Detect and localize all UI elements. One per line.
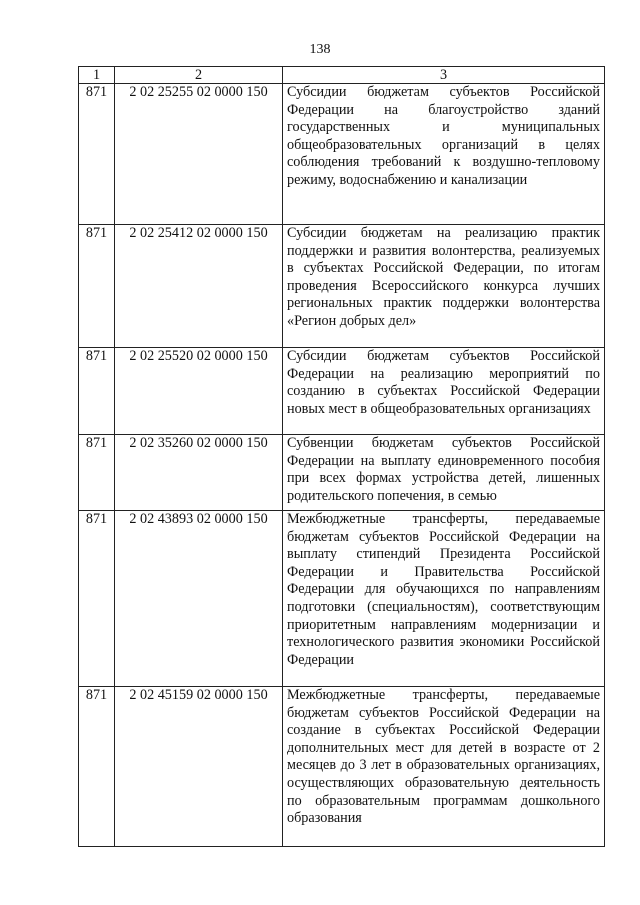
admin-code-cell: 871 (79, 511, 115, 687)
table-row (79, 348, 605, 435)
budget-code-cell: 2 02 35260 02 0000 150 (115, 435, 283, 511)
table-row (79, 84, 605, 225)
admin-code-cell: 871 (79, 348, 115, 435)
description-cell: Межбюджетные трансферты, передаваемые бюджетам субъектов Российской Федерации на создание в субъектах Российской Федерации дополнительных мест для детей в возрасте от 2 месяцев до 3 лет в образовательных организациях, осуществляющих образовательную деятельность по образовательным программам дошкольного образования (283, 687, 605, 847)
table-row (79, 435, 605, 511)
description-cell: Субсидии бюджетам субъектов Российской Федерации на благоустройство зданий государственных и муниципальных общеобразовательных организаций в целях соблюдения требований к воздушно-тепловому режиму, водоснабжению и канализации (283, 84, 605, 225)
table-row (79, 511, 605, 687)
budget-code-cell: 2 02 45159 02 0000 150 (115, 687, 283, 847)
column-header-1: 1 (79, 67, 115, 84)
admin-code-cell: 871 (79, 84, 115, 225)
table-header-row (79, 67, 605, 84)
table-row (79, 687, 605, 847)
budget-code-cell: 2 02 25255 02 0000 150 (115, 84, 283, 225)
description-cell: Субсидии бюджетам субъектов Российской Федерации на реализацию мероприятий по созданию в субъектах Российской Федерации новых мест в общеобразовательных организациях (283, 348, 605, 435)
budget-classification-table (78, 66, 605, 847)
admin-code-cell: 871 (79, 435, 115, 511)
page-number: 138 (309, 42, 331, 57)
column-header-2: 2 (115, 67, 283, 84)
admin-code-cell: 871 (79, 687, 115, 847)
budget-code-cell: 2 02 43893 02 0000 150 (115, 511, 283, 687)
budget-code-cell: 2 02 25412 02 0000 150 (115, 225, 283, 348)
column-header-3: 3 (283, 67, 605, 84)
description-cell: Субсидии бюджетам на реализацию практик поддержки и развития волонтерства, реализуемых в субъектах Российской Федерации, по итогам проведения Всероссийского конкурса лучших региональных практик поддержки волонтерства «Регион добрых дел» (283, 225, 605, 348)
description-cell: Субвенции бюджетам субъектов Российской Федерации на выплату единовременного пособия при всех формах устройства детей, лишенных родительского попечения, в семью (283, 435, 605, 511)
admin-code-cell: 871 (79, 225, 115, 348)
table-row (79, 225, 605, 348)
budget-code-cell: 2 02 25520 02 0000 150 (115, 348, 283, 435)
description-cell: Межбюджетные трансферты, передаваемые бюджетам субъектов Российской Федерации на выплату стипендий Президента Российской Федерации и Правительства Российской Федерации для обучающихся по направлениям подготовки (специальностям), соответствующим приоритетным направлениям модернизации и технологического развития экономики Российской Федерации (283, 511, 605, 687)
